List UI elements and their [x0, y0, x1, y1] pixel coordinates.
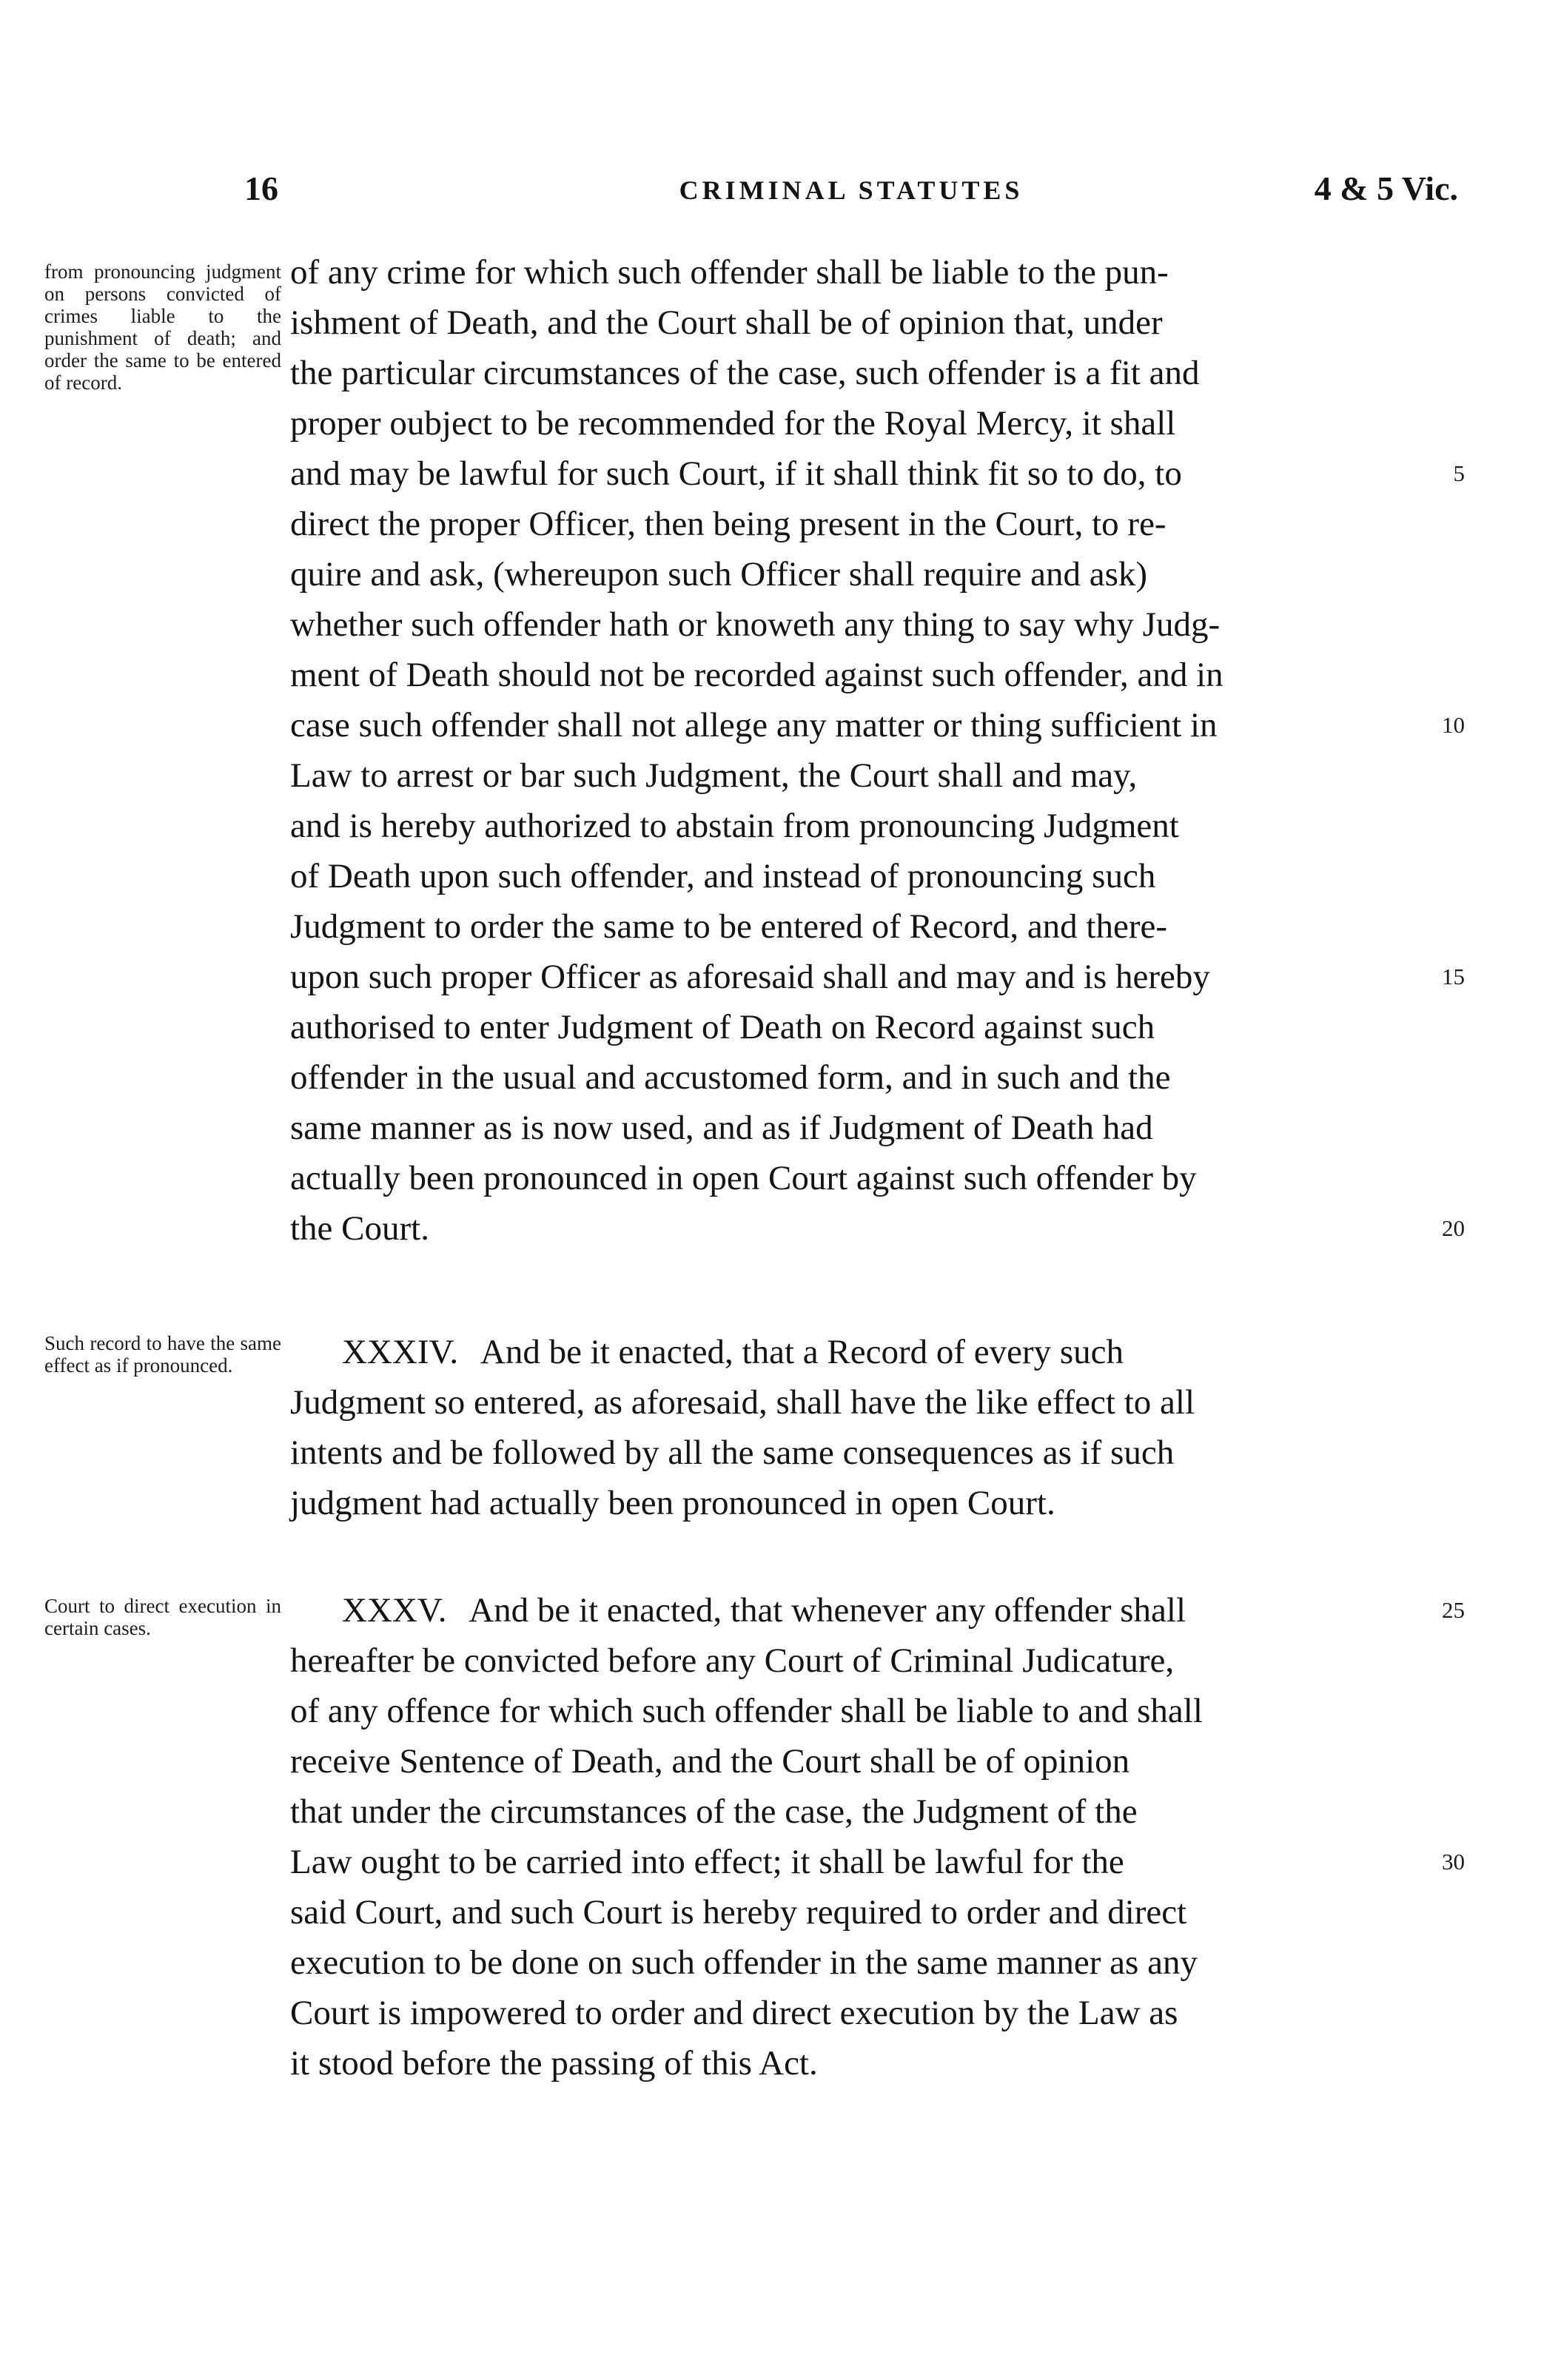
text-line: Judgment to order the same to be entered of Record, and there- — [290, 907, 1168, 946]
text-line: judgment had actually been pronounced in open Court. — [290, 1484, 1055, 1522]
section-35-title: XXXV. — [342, 1591, 447, 1630]
text-line: intents and be followed by all the same consequences as if such — [290, 1433, 1175, 1472]
section-35-first-line — [290, 1584, 1423, 1636]
line-number: 10 — [1442, 712, 1465, 738]
text-line: quire and ask, (whereupon such Officer shall require and ask) — [290, 555, 1148, 594]
section-34-title: XXXIV. — [342, 1333, 459, 1371]
line-number: 25 — [1442, 1597, 1465, 1623]
text-line: upon such proper Officer as aforesaid shall and may and is hereby — [290, 958, 1210, 996]
text-line: Law to arrest or bar such Judgment, the Court shall and may, — [290, 756, 1138, 795]
text-line: Judgment so entered, as aforesaid, shall have the like effect to all — [290, 1383, 1195, 1422]
text-line: the Court. — [290, 1209, 429, 1248]
section-34-first-line — [290, 1326, 1423, 1378]
text-line: execution to be done on such offender in the same manner as any — [290, 1943, 1198, 1982]
text-line: actually been pronounced in open Court against such offender by — [290, 1159, 1197, 1197]
margin-note-record-effect: Such record to have the same effect as if pronounced. — [44, 1332, 281, 1376]
text-line: it stood before the passing of this Act. — [290, 2044, 818, 2082]
text-line: Law ought to be carried into effect; it shall be lawful for the — [290, 1843, 1124, 1881]
page-number: 16 — [244, 169, 278, 207]
text-line: ishment of Death, and the Court shall be of opinion that, under — [290, 303, 1163, 342]
text-line: of any crime for which such offender shall be liable to the pun- — [290, 253, 1169, 292]
text-line: and may be lawful for such Court, if it shall think fit so to do, to — [290, 454, 1182, 493]
text-line: of Death upon such offender, and instead of pronouncing such — [290, 857, 1156, 895]
text-line: And be it enacted, that a Record of every such — [480, 1333, 1124, 1371]
text-line: and is hereby authorized to abstain from pronouncing Judgment — [290, 807, 1179, 845]
regnal-year: 4 & 5 Vic. — [1314, 169, 1458, 207]
line-number: 30 — [1442, 1849, 1465, 1875]
text-line: same manner as is now used, and as if Judgment of Death had — [290, 1109, 1153, 1147]
text-line: that under the circumstances of the case, the Judgment of the — [290, 1792, 1138, 1831]
text-line: And be it enacted, that whenever any offender shall — [469, 1591, 1186, 1630]
line-number: 5 — [1453, 460, 1465, 486]
text-line: direct the proper Officer, then being present in the Court, to re- — [290, 505, 1166, 543]
text-line: hereafter be convicted before any Court of Criminal Judicature, — [290, 1641, 1175, 1680]
text-line: offender in the usual and accustomed form, and in such and the — [290, 1058, 1171, 1097]
line-number: 15 — [1442, 964, 1465, 989]
text-line: said Court, and such Court is hereby required to order and direct — [290, 1893, 1187, 1932]
margin-note-pronouncing-judgment: from pronouncing judgment on persons convicted of crimes liable to the punishment of death; and order the same to be entered of record. — [44, 260, 281, 394]
text-line: proper oubject to be recommended for the Royal Mercy, it shall — [290, 404, 1176, 443]
running-header — [244, 169, 1458, 221]
text-line: Court is impowered to order and direct execution by the Law as — [290, 1994, 1178, 2032]
line-number: 20 — [1442, 1215, 1465, 1241]
text-line: ment of Death should not be recorded against such offender, and in — [290, 656, 1223, 694]
text-line: whether such offender hath or knoweth any thing to say why Judg- — [290, 605, 1221, 644]
text-line: of any offence for which such offender shall be liable to and shall — [290, 1692, 1203, 1730]
text-line: the particular circumstances of the case, such offender is a fit and — [290, 354, 1200, 392]
running-title: CRIMINAL STATUTES — [679, 175, 1024, 205]
text-line: case such offender shall not allege any matter or thing sufficient in — [290, 706, 1218, 744]
text-line: receive Sentence of Death, and the Court shall be of opinion — [290, 1742, 1130, 1781]
margin-note-court-direct-execution: Court to direct execution in certain cases. — [44, 1595, 281, 1639]
text-line: authorised to enter Judgment of Death on Record against such — [290, 1008, 1155, 1046]
